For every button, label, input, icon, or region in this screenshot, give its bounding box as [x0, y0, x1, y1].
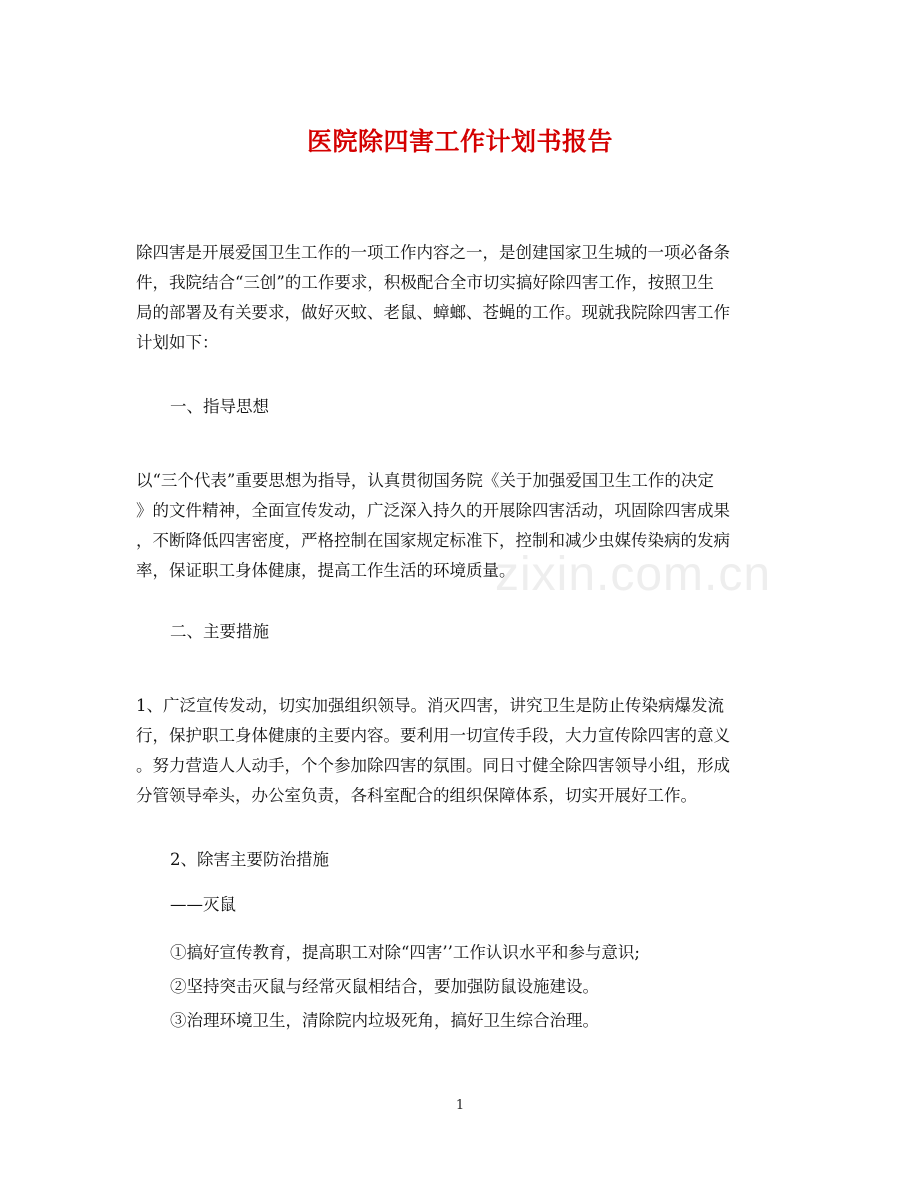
heading-text: 2、除害主要防治措施: [170, 850, 329, 869]
heading-text: 一、指导思想: [170, 397, 269, 416]
list-item: ②坚持突击灭鼠与经常灭鼠相结合，要加强防鼠设施建设。: [170, 977, 599, 996]
heading-text: 二、主要措施: [170, 622, 269, 641]
text-line: 行，保护职工身体健康的主要内容。要利用一切宣传手段，大力宣传除四害的意义: [136, 726, 730, 745]
text-line: 分管领导牵头，办公室负责，各科室配合的组织保障体系，切实开展好工作。: [136, 786, 697, 805]
measure1-paragraph: [136, 691, 788, 811]
text-line: 件，我院结合“三创”的工作要求，积极配合全市切实搞好除四害工作，按照卫生: [136, 273, 714, 292]
heading-text: ——灭鼠: [170, 895, 236, 914]
text-line: 1、广泛宣传发动，切实加强组织领导。消灭四害，讲究卫生是防止传染病爆发流: [136, 696, 724, 715]
section1-heading: [170, 392, 790, 422]
text-line: 》的文件精神，全面宣传发动，广泛深入持久的开展除四害活动，巩固除四害成果: [136, 501, 730, 520]
watermark: zixin.com.cn: [495, 548, 772, 601]
text-line: 以“三个代表”重要思想为指导，认真贯彻国务院《关于加强爱国卫生工作的决定: [136, 471, 714, 490]
page-number: 1: [455, 1098, 465, 1113]
intro-paragraph: [136, 238, 788, 358]
text-line: 率，保证职工身体健康，提高工作生活的环境质量。: [136, 561, 516, 580]
list-item: ③治理环境卫生，清除院内垃圾死角，搞好卫生综合治理。: [170, 1011, 599, 1030]
document-title: 医院除四害工作计划书报告: [306, 127, 613, 156]
text-line: 除四害是开展爱国卫生工作的一项工作内容之一，是创建国家卫生城的一项必备条: [136, 243, 730, 262]
text-line: 。努力营造人人动手，个个参加除四害的氛围。同日寸健全除四害领导小组，形成: [136, 756, 730, 775]
rat-heading: [170, 890, 790, 920]
section2-heading: [170, 617, 790, 647]
list-item: ①搞好宣传教育，提高职工对除“四害’’工作认识水平和参与意识;: [170, 943, 640, 962]
text-line: 局的部署及有关要求，做好灭蚊、老鼠、蟑螂、苍蝇的工作。现就我院除四害工作: [136, 303, 730, 322]
measure2-heading: [170, 845, 790, 875]
rat-items-list: [170, 936, 790, 1038]
text-line: ，不断降低四害密度，严格控制在国家规定标准下，控制和减少虫媒传染病的发病: [136, 531, 730, 550]
text-line: 计划如下：: [136, 333, 219, 352]
